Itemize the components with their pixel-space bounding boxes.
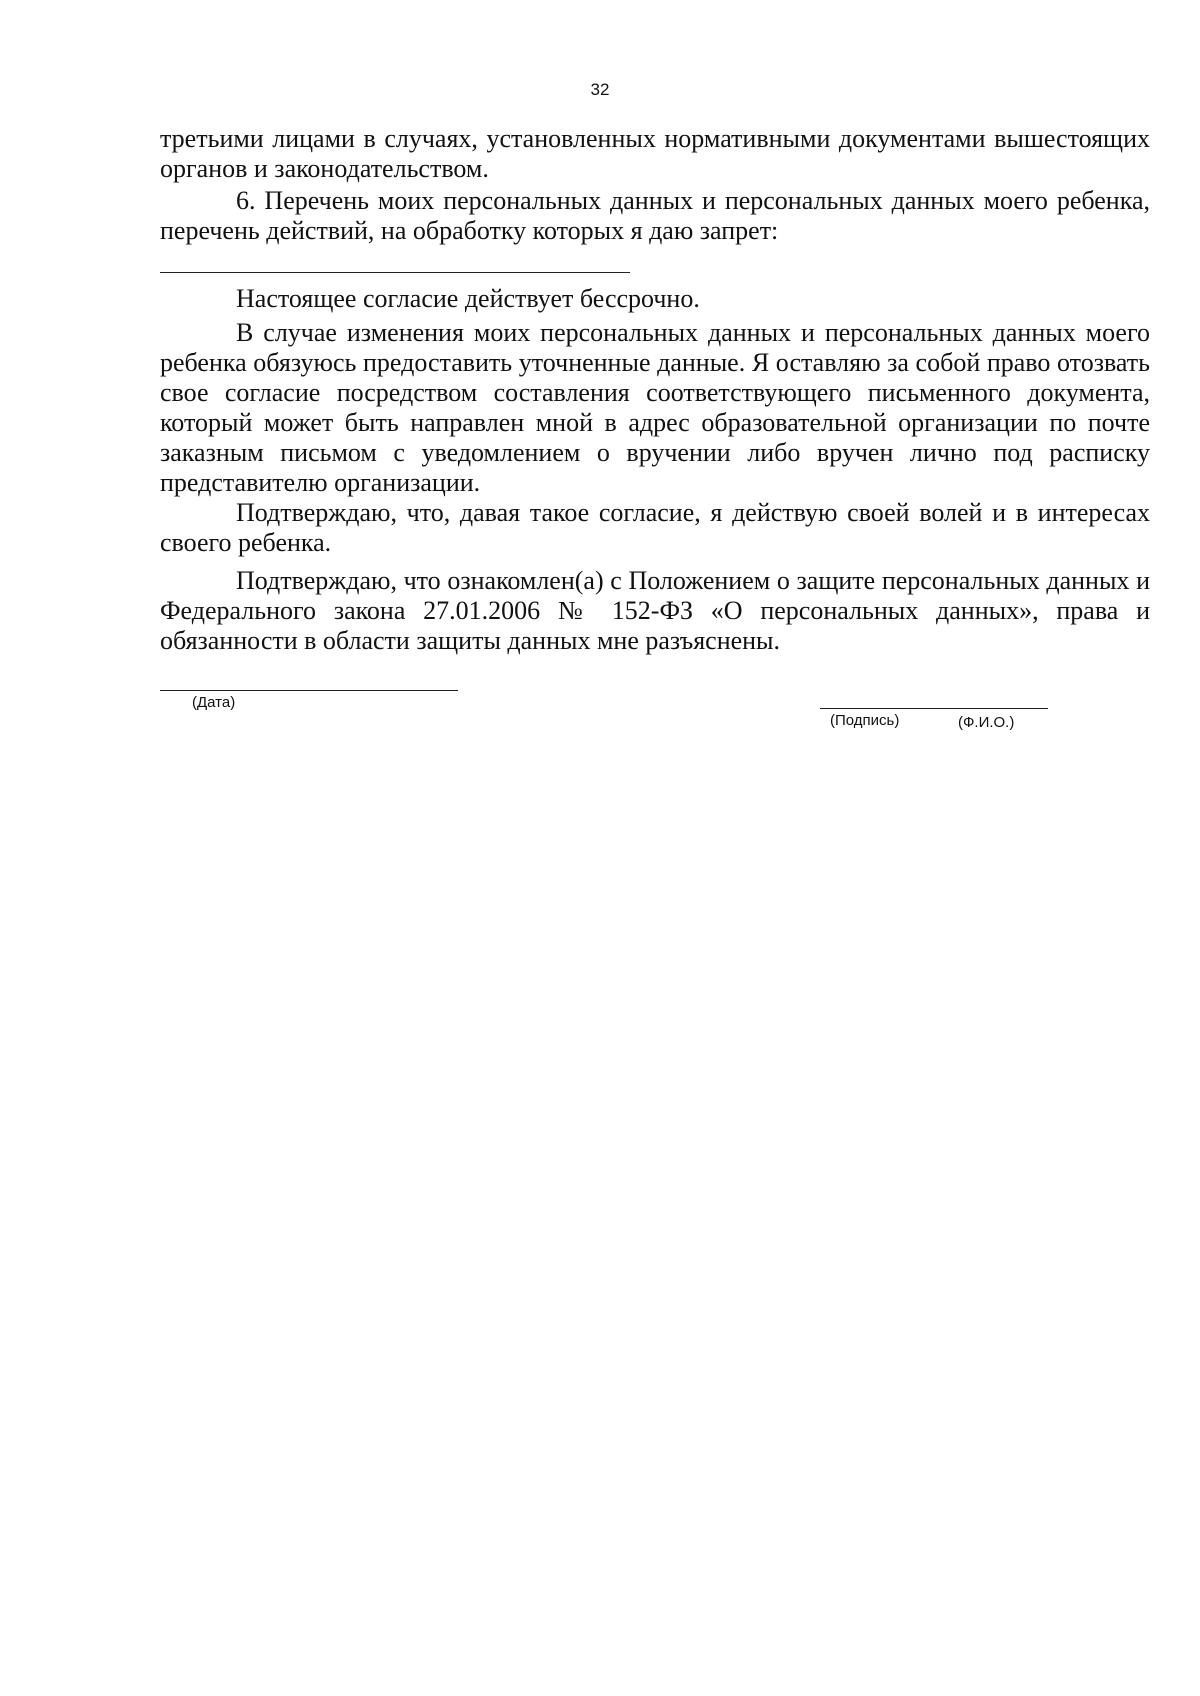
prohibition-fill-line <box>160 272 630 273</box>
paragraph-acknowledgement: Подтверждаю, что ознакомлен(а) с Положением о защите персональных данных и Федерального закона 27.01.2006 № 152-ФЗ «О персональных данных», права и обязанности в области защиты данных мне разъяснены. <box>160 566 1150 655</box>
paragraph-data-change: В случае изменения моих персональных данных и персональных данных моего ребенка обязуюсь предоставить уточненные данные. Я оставляю за собой право отозвать свое согласие посредством составления соответствующего письменного документа, который может быть направлен мной в адрес образовательной организации по почте заказным письмом с уведомлением о вручении либо вручен лично под расписку представителю организации. <box>160 318 1150 497</box>
signature-fill-line <box>820 708 1048 709</box>
paragraph-free-will: Подтверждаю, что, давая такое согласие, я действую своей волей и в интересах своего ребенка. <box>160 498 1150 557</box>
page-number: 32 <box>590 80 610 99</box>
paragraph-third-parties: третьими лицами в случаях, установленных нормативными документами вышестоящих органов и законодательством. <box>160 124 1150 183</box>
signature-label: (Подпись) <box>830 712 900 729</box>
paragraph-validity: Настоящее согласие действует бессрочно. <box>236 284 700 313</box>
date-label: (Дата) <box>192 694 236 711</box>
date-fill-line <box>160 690 458 691</box>
full-name-label: (Ф.И.О.) <box>958 714 1015 731</box>
paragraph-item-6-prohibitions: 6. Перечень моих персональных данных и персональных данных моего ребенка, перечень действий, на обработку которых я даю запрет: <box>160 186 1150 245</box>
